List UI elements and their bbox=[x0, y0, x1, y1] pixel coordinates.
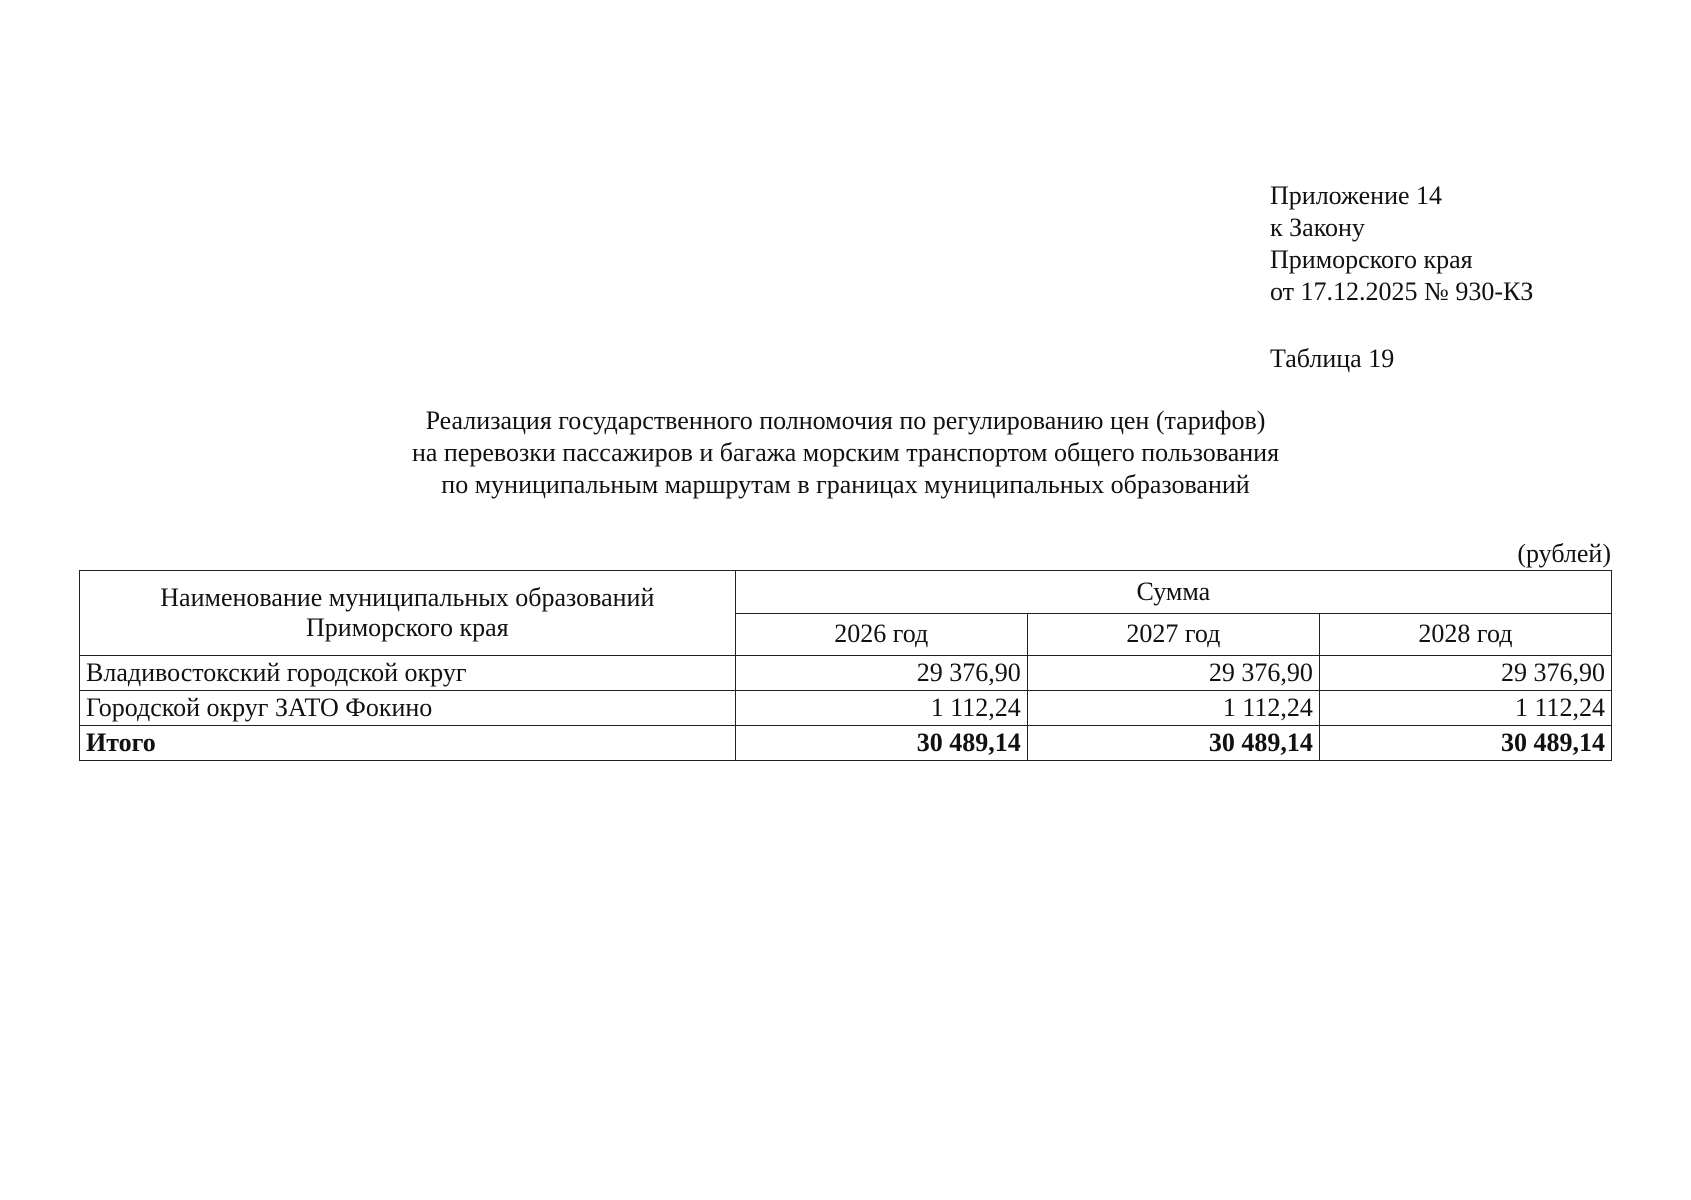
row-value-cell: 29 376,90 bbox=[735, 656, 1027, 691]
header-year-cell: 2028 год bbox=[1319, 613, 1611, 656]
total-value-cell: 30 489,14 bbox=[1027, 726, 1319, 761]
table-number: Таблица 19 bbox=[1270, 344, 1395, 373]
total-value-cell: 30 489,14 bbox=[735, 726, 1027, 761]
title-line: по муниципальным маршрутам в границах муниципальных образований bbox=[441, 470, 1250, 499]
header-sum-cell: Сумма bbox=[735, 571, 1611, 614]
total-name-cell: Итого bbox=[80, 726, 736, 761]
units-label: (рублей) bbox=[1517, 539, 1611, 568]
header-name-cell bbox=[80, 571, 736, 656]
row-value-cell: 1 112,24 bbox=[1027, 691, 1319, 726]
row-value-cell: 29 376,90 bbox=[1319, 656, 1611, 691]
row-value-cell: 1 112,24 bbox=[735, 691, 1027, 726]
table-row bbox=[80, 656, 1612, 691]
row-value-cell: 29 376,90 bbox=[1027, 656, 1319, 691]
header-year-cell: 2026 год bbox=[735, 613, 1027, 656]
appendix-line: Приморского края bbox=[1270, 245, 1473, 274]
document-title bbox=[0, 405, 1691, 501]
title-line: на перевозки пассажиров и багажа морским транспортом общего пользования bbox=[411, 438, 1280, 467]
header-name-line: Приморского края bbox=[306, 613, 509, 642]
table-total-row bbox=[80, 726, 1612, 761]
title-line: Реализация государственного полномочия по регулированию цен (тарифов) bbox=[425, 406, 1266, 435]
table-row bbox=[80, 691, 1612, 726]
header-year-cell: 2027 год bbox=[1027, 613, 1319, 656]
total-value-cell: 30 489,14 bbox=[1319, 726, 1611, 761]
appendix-block bbox=[1270, 180, 1533, 308]
header-name-line: Наименование муниципальных образований bbox=[160, 583, 655, 612]
appendix-line: Приложение 14 bbox=[1270, 181, 1443, 210]
appendix-line: от 17.12.2025 № 930-КЗ bbox=[1270, 277, 1534, 306]
row-name-cell: Городской округ ЗАТО Фокино bbox=[80, 691, 736, 726]
table-header-row bbox=[80, 571, 1612, 614]
row-value-cell: 1 112,24 bbox=[1319, 691, 1611, 726]
data-table bbox=[79, 570, 1612, 761]
appendix-line: к Закону bbox=[1270, 213, 1365, 242]
row-name-cell: Владивостокский городской округ bbox=[80, 656, 736, 691]
